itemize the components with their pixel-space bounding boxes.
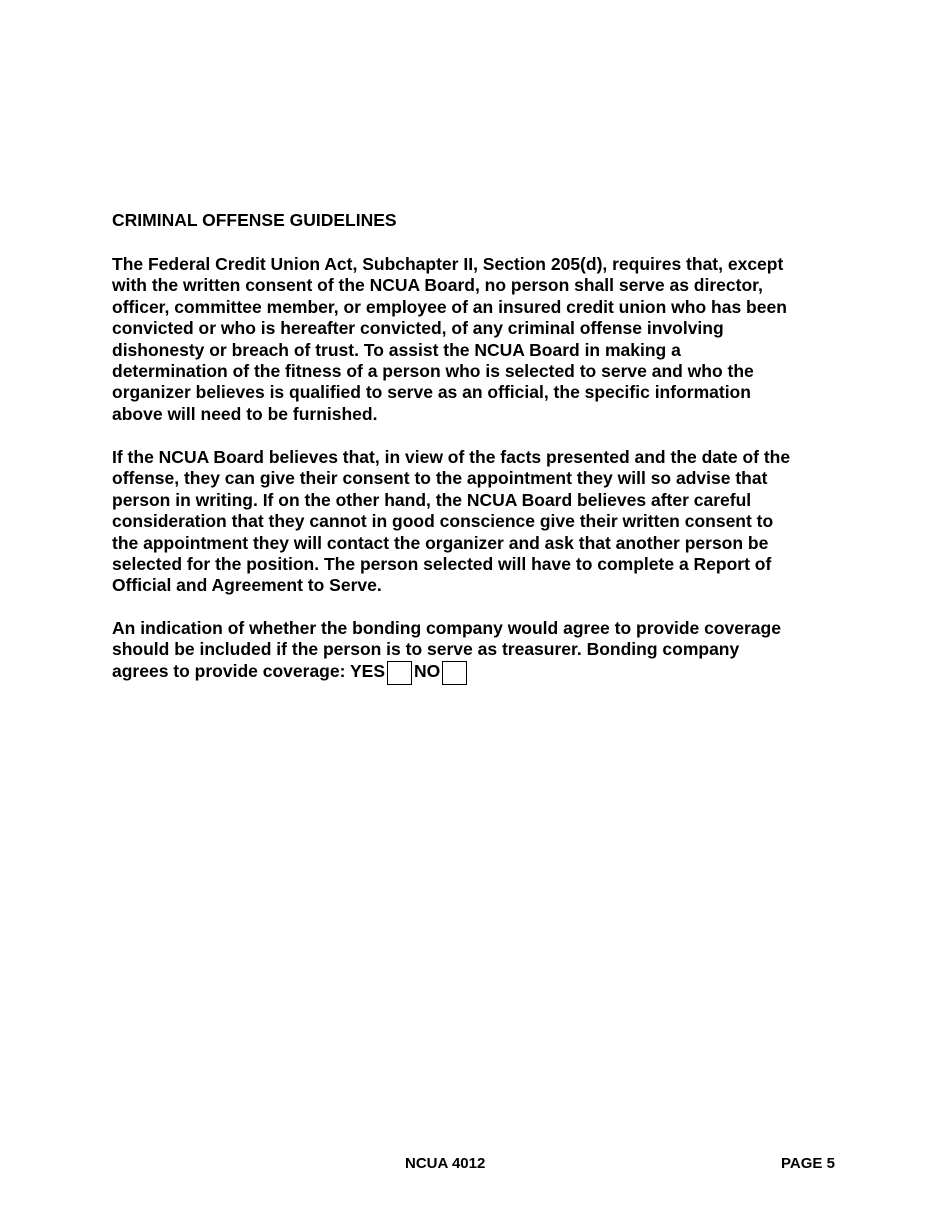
paragraph-bonding-coverage (112, 618, 842, 685)
text-line: officer, committee member, or employee of an insured credit union who has been (112, 296, 787, 317)
no-label: NO (414, 660, 441, 681)
text-line: The Federal Credit Union Act, Subchapter II, Section 205(d), requires that, except (112, 254, 784, 274)
text-line: offense, they can give their consent to the appointment they will so advise that (112, 468, 768, 489)
text-line: An indication of whether the bonding company would agree to provide coverage (112, 618, 781, 638)
text-line: should be included if the person is to serve as treasurer. Bonding company (112, 639, 740, 660)
yes-checkbox[interactable] (387, 661, 412, 685)
form-number: NCUA 4012 (405, 1155, 486, 1172)
text-line: determination of the fitness of a person who is selected to serve and who the (112, 361, 754, 382)
text-line: the appointment they will contact the organizer and ask that another person be (112, 532, 769, 553)
coverage-prompt: agrees to provide coverage: (112, 660, 350, 681)
text-line: If the NCUA Board believes that, in view of the facts presented and the date of the (112, 447, 791, 467)
text-line: with the written consent of the NCUA Board, no person shall serve as director, (112, 275, 763, 296)
page-number: PAGE 5 (781, 1155, 835, 1172)
text-line: person in writing. If on the other hand, the NCUA Board believes after careful (112, 489, 752, 510)
text-line: above will need to be furnished. (112, 403, 378, 424)
no-checkbox[interactable] (442, 661, 467, 685)
text-line: consideration that they cannot in good conscience give their written consent to (112, 511, 774, 532)
yes-label: YES (349, 660, 385, 681)
text-line: organizer believes is qualified to serve as an official, the specific information (112, 382, 751, 403)
text-line: Official and Agreement to Serve. (112, 575, 382, 596)
page-title: CRIMINAL OFFENSE GUIDELINES (112, 210, 397, 230)
text-line: dishonesty or breach of trust. To assist the NCUA Board in making a (112, 339, 681, 360)
coverage-question-line (112, 661, 842, 685)
paragraph-consent-requirement (112, 254, 842, 425)
paragraph-board-decision (112, 447, 842, 597)
text-line: selected for the position. The person selected will have to complete a Report of (112, 554, 772, 575)
text-line: convicted or who is hereafter convicted, of any criminal offense involving (112, 318, 724, 339)
